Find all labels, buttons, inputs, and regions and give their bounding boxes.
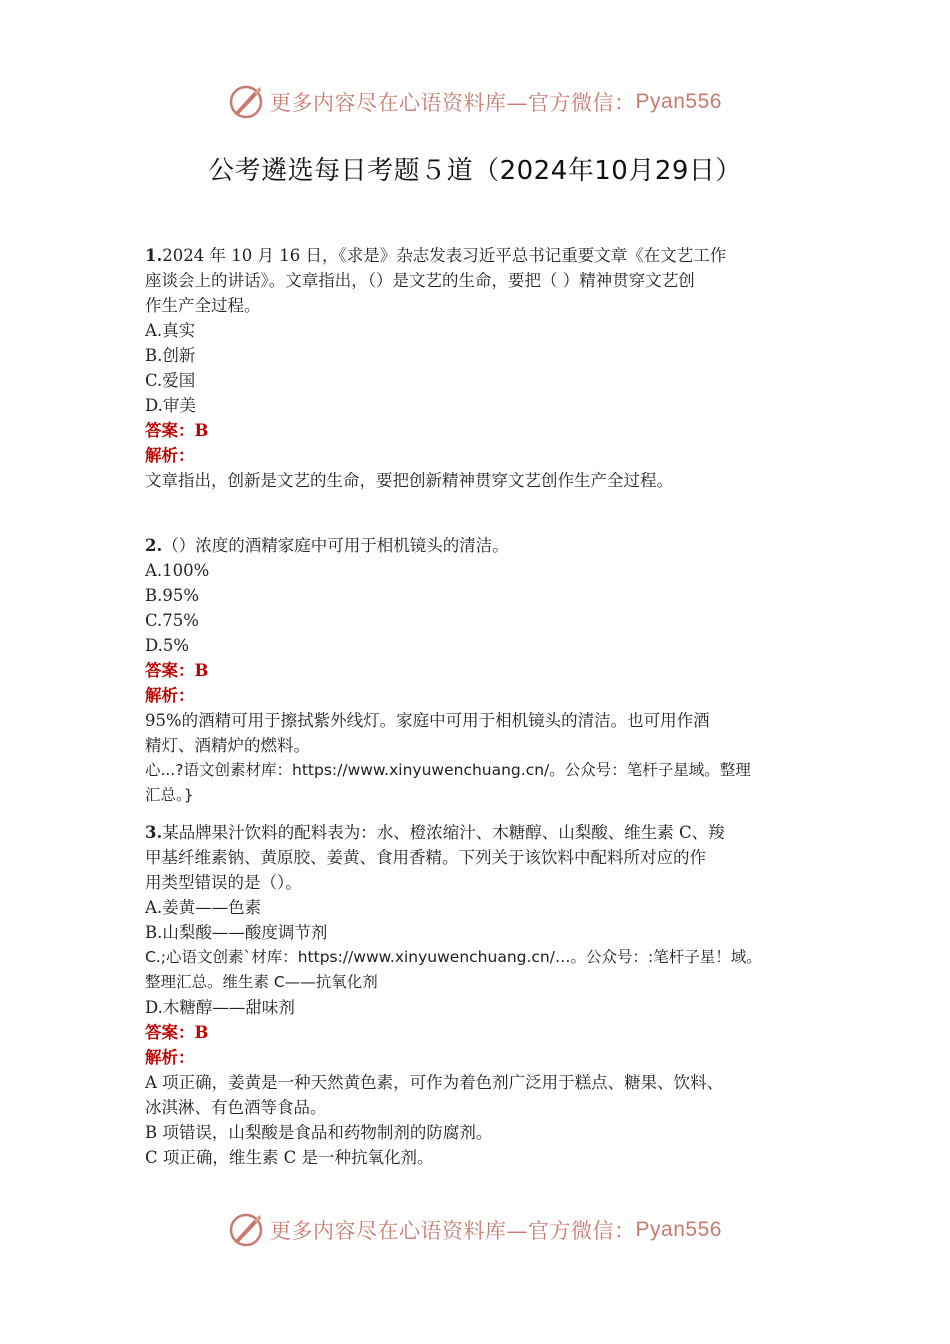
question-stem-line: 座谈会上的讲话》。文章指出，（）是文艺的生命，要把（ ）精神贯穿文艺创	[145, 271, 695, 290]
option-b: B.创新	[145, 346, 196, 365]
analysis-text: 文章指出，创新是文艺的生命，要把创新精神贯穿文艺创作生产全过程。	[145, 471, 673, 490]
question-2	[145, 533, 815, 808]
question-3	[145, 820, 815, 1170]
option-c: C.75%	[145, 611, 199, 630]
banner-text: 更多内容尽在心语资料库—官方微信：	[270, 1219, 636, 1243]
banner-text: 更多内容尽在心语资料库—官方微信：	[270, 91, 636, 115]
answer: 答案：B	[145, 421, 209, 440]
analysis-text: C 项正确，维生素 C 是一种抗氧化剂。	[145, 1148, 434, 1167]
option-a: A.真实	[145, 321, 196, 340]
source-note: 心...?语文创素材库：https://www.xinyuwenchuang.cn/。公众号：笔杆子星域。整理	[145, 761, 751, 779]
analysis-text: 95%的酒精可用于擦拭紫外线灯。家庭中可用于相机镜头的清洁。也可用作酒	[145, 711, 710, 730]
footer-banner	[0, 1210, 950, 1250]
document-body	[145, 243, 815, 1170]
question-stem-line: 甲基纤维素钠、黄原胶、姜黄、食用香精。下列关于该饮料中配料所对应的作	[145, 848, 706, 867]
option-b: B.山梨酸——酸度调节剂	[145, 923, 328, 942]
analysis-text: 精灯、酒精炉的燃料。	[145, 736, 310, 755]
question-stem-line: （）浓度的酒精家庭中可用于相机镜头的清洁。	[162, 536, 509, 555]
option-d: D.审美	[145, 396, 196, 415]
option-c-continued: 整理汇总。维生素 C——抗氧化剂	[145, 973, 378, 991]
analysis-text: A 项正确，姜黄是一种天然黄色素，可作为着色剂广泛用于糕点、糖果、饮料、	[145, 1073, 724, 1092]
question-1	[145, 243, 815, 493]
answer: 答案：B	[145, 661, 209, 680]
question-stem-line: 2024 年 10 月 16 日，《求是》杂志发表习近平总书记重要文章《在文艺工作	[162, 246, 727, 265]
option-c: C.;心语文创素`材库：https://www.xinyuwenchuang.cn/…。公众号：:笔杆子星！域。	[145, 948, 762, 966]
option-b: B.95%	[145, 586, 200, 605]
question-stem-line: 某品牌果汁饮料的配料表为：水、橙浓缩汁、木糖醇、山梨酸、维生素 C、羧	[162, 823, 725, 842]
source-note: 汇总。}	[145, 786, 194, 804]
option-d: D.木糖醇——甜味剂	[145, 998, 295, 1017]
question-number: 1.	[145, 246, 163, 265]
analysis-label: 解析：	[145, 686, 195, 705]
analysis-text: B 项错误，山梨酸是食品和药物制剂的防腐剂。	[145, 1123, 493, 1142]
quill-pen-logo-icon	[228, 84, 264, 120]
header-banner	[0, 82, 950, 122]
quill-pen-logo-icon	[228, 1212, 264, 1248]
question-number: 2.	[145, 536, 163, 555]
analysis-text: 冰淇淋、有色酒等食品。	[145, 1098, 327, 1117]
option-d: D.5%	[145, 636, 190, 655]
banner-wechat-id: Pyan556	[635, 90, 722, 113]
question-number: 3.	[145, 823, 163, 842]
banner-wechat-id: Pyan556	[635, 1218, 722, 1241]
analysis-label: 解析：	[145, 446, 195, 465]
option-a: A.姜黄——色素	[145, 898, 262, 917]
option-c: C.爱国	[145, 371, 196, 390]
question-stem-line: 作生产全过程。	[145, 296, 261, 315]
answer: 答案：B	[145, 1023, 209, 1042]
analysis-label: 解析：	[145, 1048, 195, 1067]
question-stem-line: 用类型错误的是（）。	[145, 873, 302, 892]
option-a: A.100%	[145, 561, 210, 580]
page-title: 公考遴选每日考题５道（2024年10月29日）	[208, 156, 742, 186]
